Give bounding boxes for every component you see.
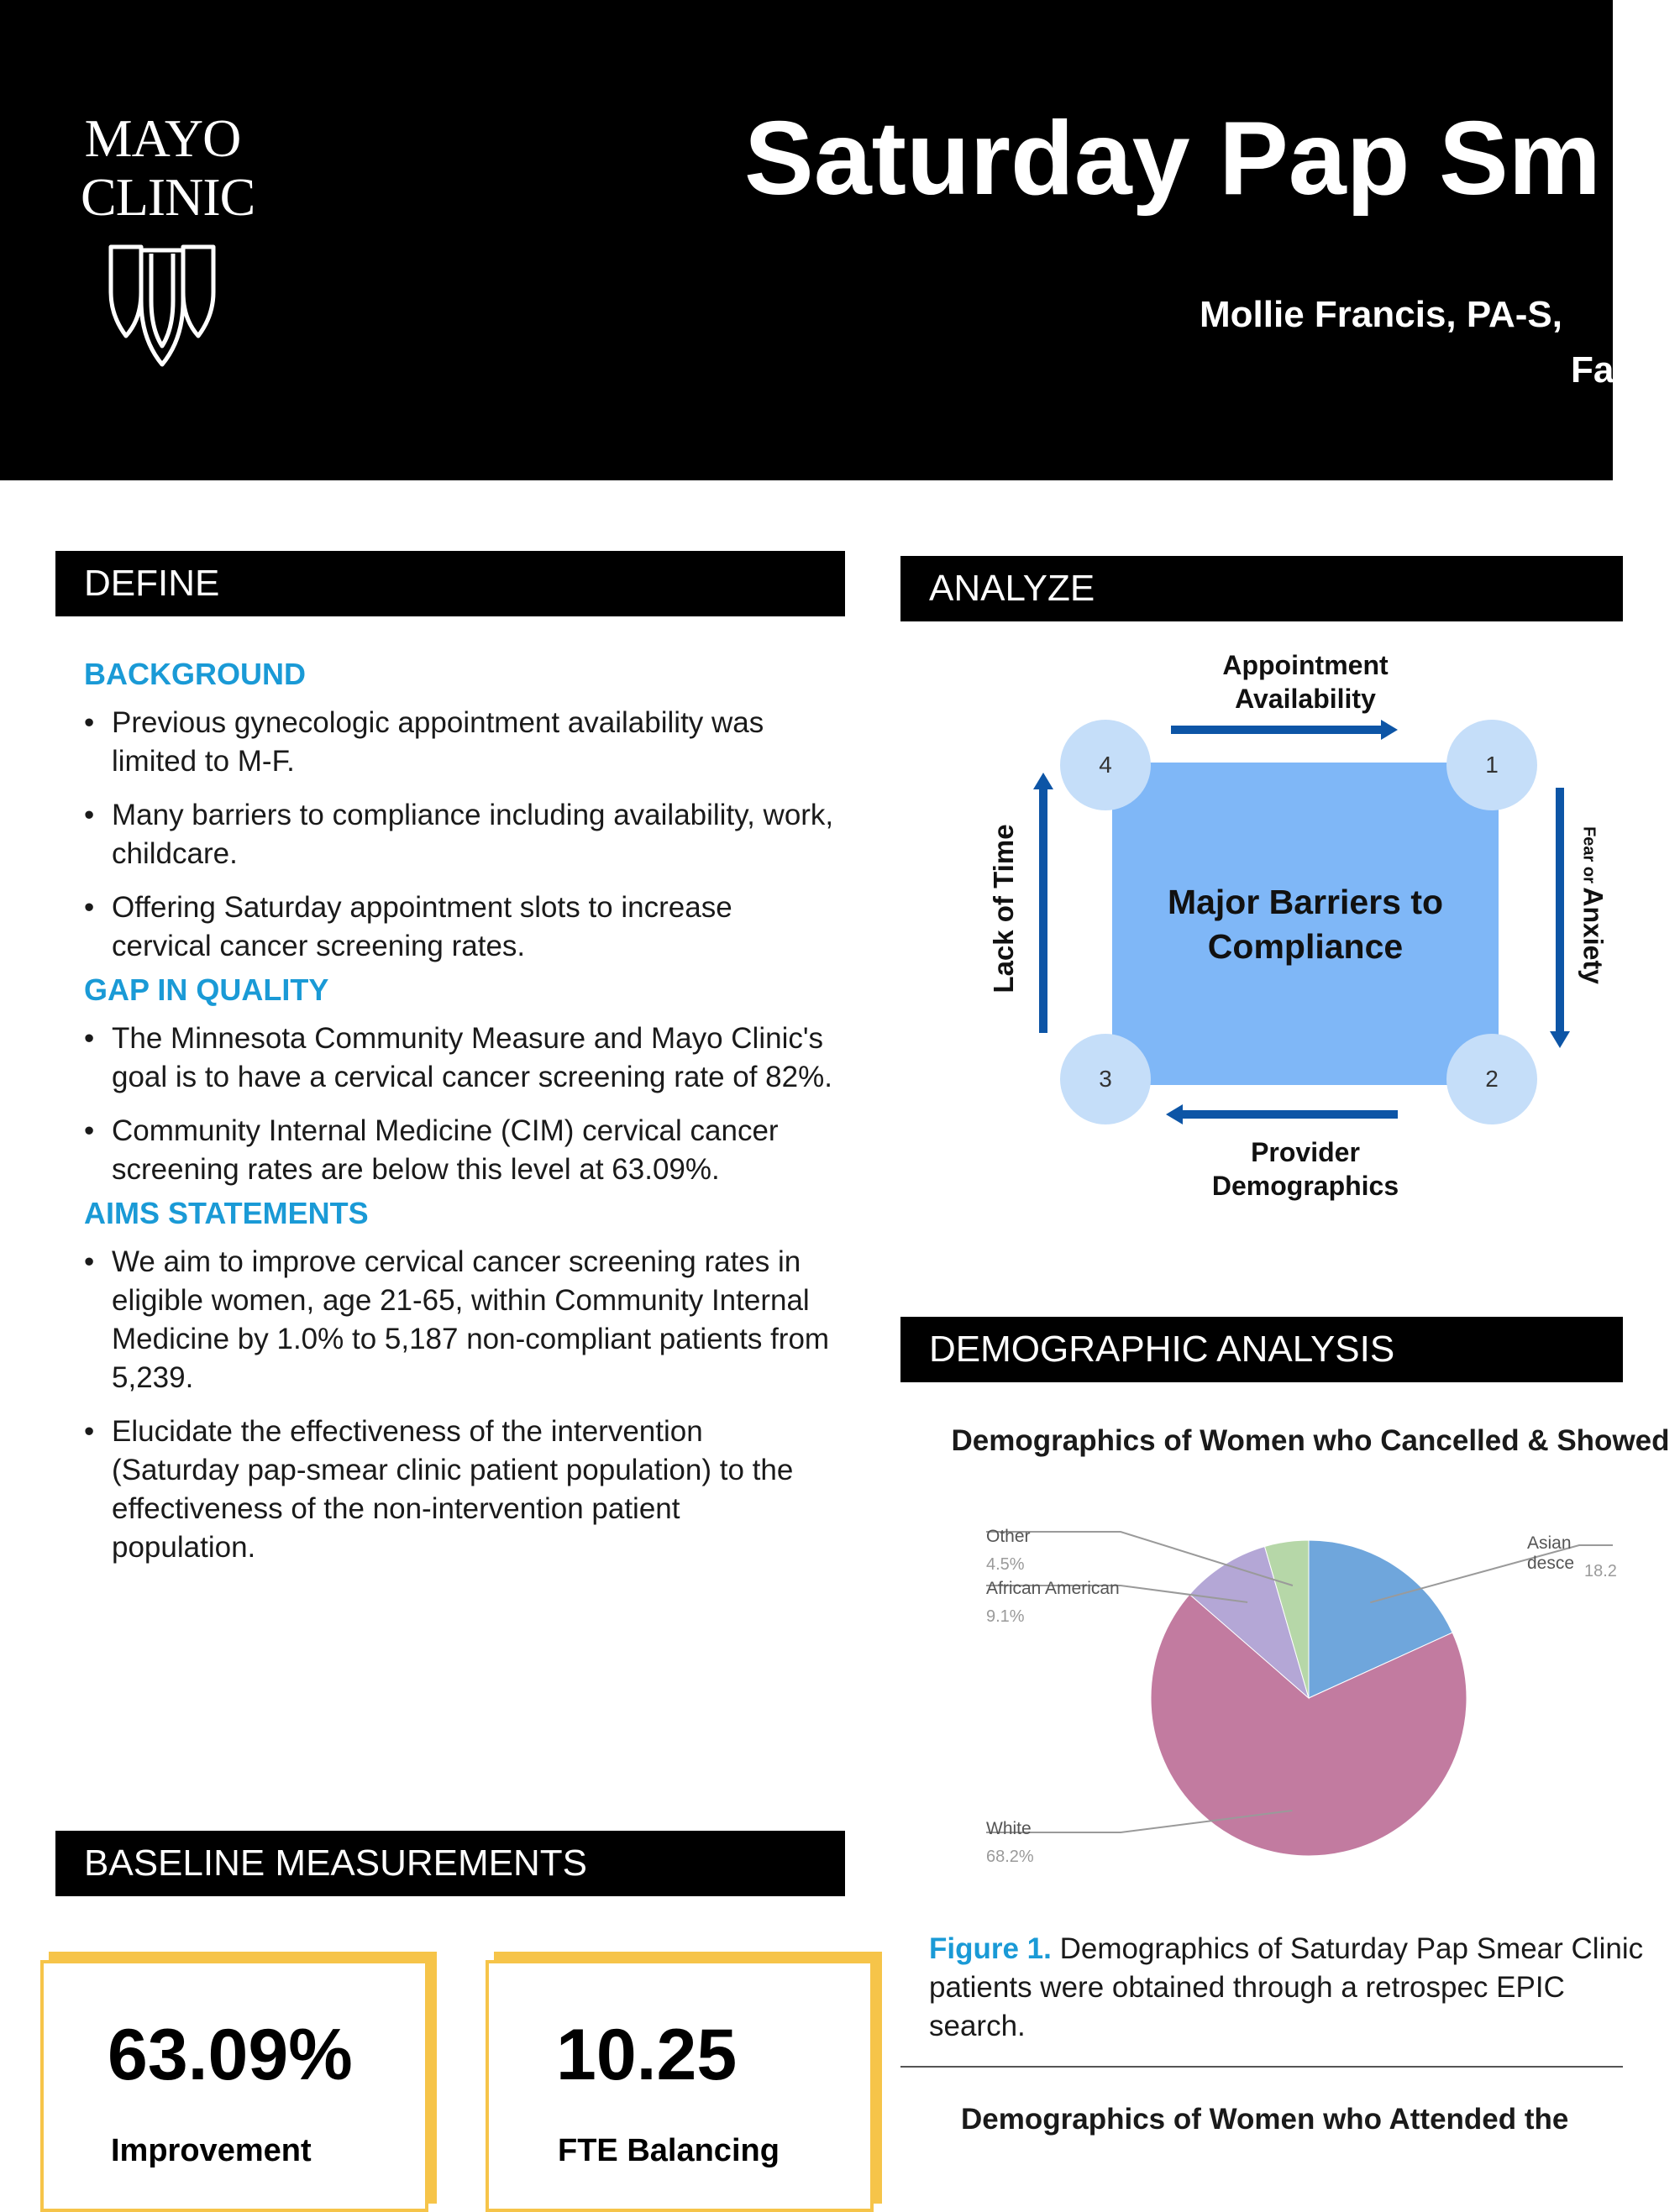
poster-authors: Mollie Francis, PA-S, [1200,294,1562,335]
figure-number: Figure 1. [929,1932,1052,1965]
label-fear-small: Fear or [1579,826,1599,883]
list-item: • Community Internal Medicine (CIM) cervical cancer screening rates are below this level at 63.09%. [84,1112,801,1189]
label-lack-of-time: Lack of Time [988,824,1019,993]
analyze-section-header: ANALYZE [900,556,1623,621]
background-subheading: BACKGROUND [84,657,306,691]
list-item: • Previous gynecologic appointment availability was limited to M-F. [84,704,840,781]
metric-card-improvement [40,1960,428,2212]
pie-label-asian: Asian desce [1527,1533,1575,1573]
barrier-arrows [991,689,1613,1159]
arrow-left-icon [1183,1110,1398,1119]
corner-circle-3: 3 [1060,1034,1151,1124]
mayo-shield-icon [108,242,217,370]
pie-chart-title: Demographics of Women who Cancelled & Showed [951,1424,1670,1457]
logo-line-2: CLINIC [81,167,255,227]
list-item: • The Minnesota Community Measure and Mayo Clinic's goal is to have a cervical cancer screening rate of 82%. [84,1020,840,1097]
poster-header [0,0,1613,480]
pie-label-african-american: African American [986,1579,1120,1598]
aims-subheading: AIMS STATEMENTS [84,1196,369,1230]
figure-1-caption [929,1930,1651,2046]
pie-label-other: Other [986,1527,1031,1546]
pie-pct-asian: 18.2 [1584,1562,1617,1580]
define-section-body [84,657,840,1582]
metric-value: 10.25 [556,2015,738,2095]
label-appointment-availability: Appointment Availability [1222,650,1389,714]
list-item: • Many barriers to compliance including availability, work, childcare. [84,796,840,873]
label-anxiety-big: Anxiety [1578,887,1609,984]
gap-subheading: GAP IN QUALITY [84,972,329,1007]
section-divider [900,2066,1623,2068]
poster-title: Saturday Pap Sm [744,101,1601,217]
logo-line-1: MAYO [84,108,241,168]
label-provider-demographics: Provider Demographics [1211,1137,1399,1201]
metric-value: 63.09% [108,2015,353,2095]
pie-pct-white: 68.2% [986,1848,1034,1866]
define-section-header: DEFINE [55,551,845,616]
pie-pct-other: 4.5% [986,1555,1025,1574]
barriers-center-label: Major Barriers to Compliance [1167,883,1444,966]
corner-circle-2: 2 [1446,1034,1537,1124]
pie-pct-african-american: 9.1% [986,1607,1025,1626]
mayo-clinic-logo-text [81,108,255,227]
baseline-section-header: BASELINE MEASUREMENTS [55,1831,845,1896]
list-item: • Elucidate the effectiveness of the intervention (Saturday pap-smear clinic patient population) to the effectiveness of the non-intervention patient population. [84,1413,826,1567]
metric-label: Improvement [111,2133,312,2168]
demographic-section-header: DEMOGRAPHIC ANALYSIS [900,1317,1623,1382]
label-fear-anxiety [1578,796,1609,1014]
demographics-pie-chart [966,1512,1613,1881]
second-chart-title: Demographics of Women who Attended the [961,2103,1569,2136]
arrow-up-icon [1039,789,1047,1033]
metric-card-fte [486,1960,874,2212]
corner-circle-1: 1 [1446,720,1537,810]
gap-list [84,1020,840,1189]
poster-affiliation: Fa [1571,349,1614,391]
arrow-right-icon [1171,726,1381,734]
list-item: • Offering Saturday appointment slots to increase cervical cancer screening rates. [84,888,801,966]
arrow-down-icon [1556,788,1564,1031]
metric-label: FTE Balancing [558,2133,780,2168]
corner-circle-4: 4 [1060,720,1151,810]
list-item: • We aim to improve cervical cancer screening rates in eligible women, age 21-65, within Community Internal Medicine by 1.0% to 5,187 non-compliant patients from 5,239. [84,1243,840,1397]
figure-caption-text: Demographics of Saturday Pap Smear Clinic patients were obtained through a retrospec EPIC search. [929,1932,1644,2042]
aims-list [84,1243,840,1567]
pie-label-white: White [986,1819,1032,1838]
background-list [84,704,840,966]
